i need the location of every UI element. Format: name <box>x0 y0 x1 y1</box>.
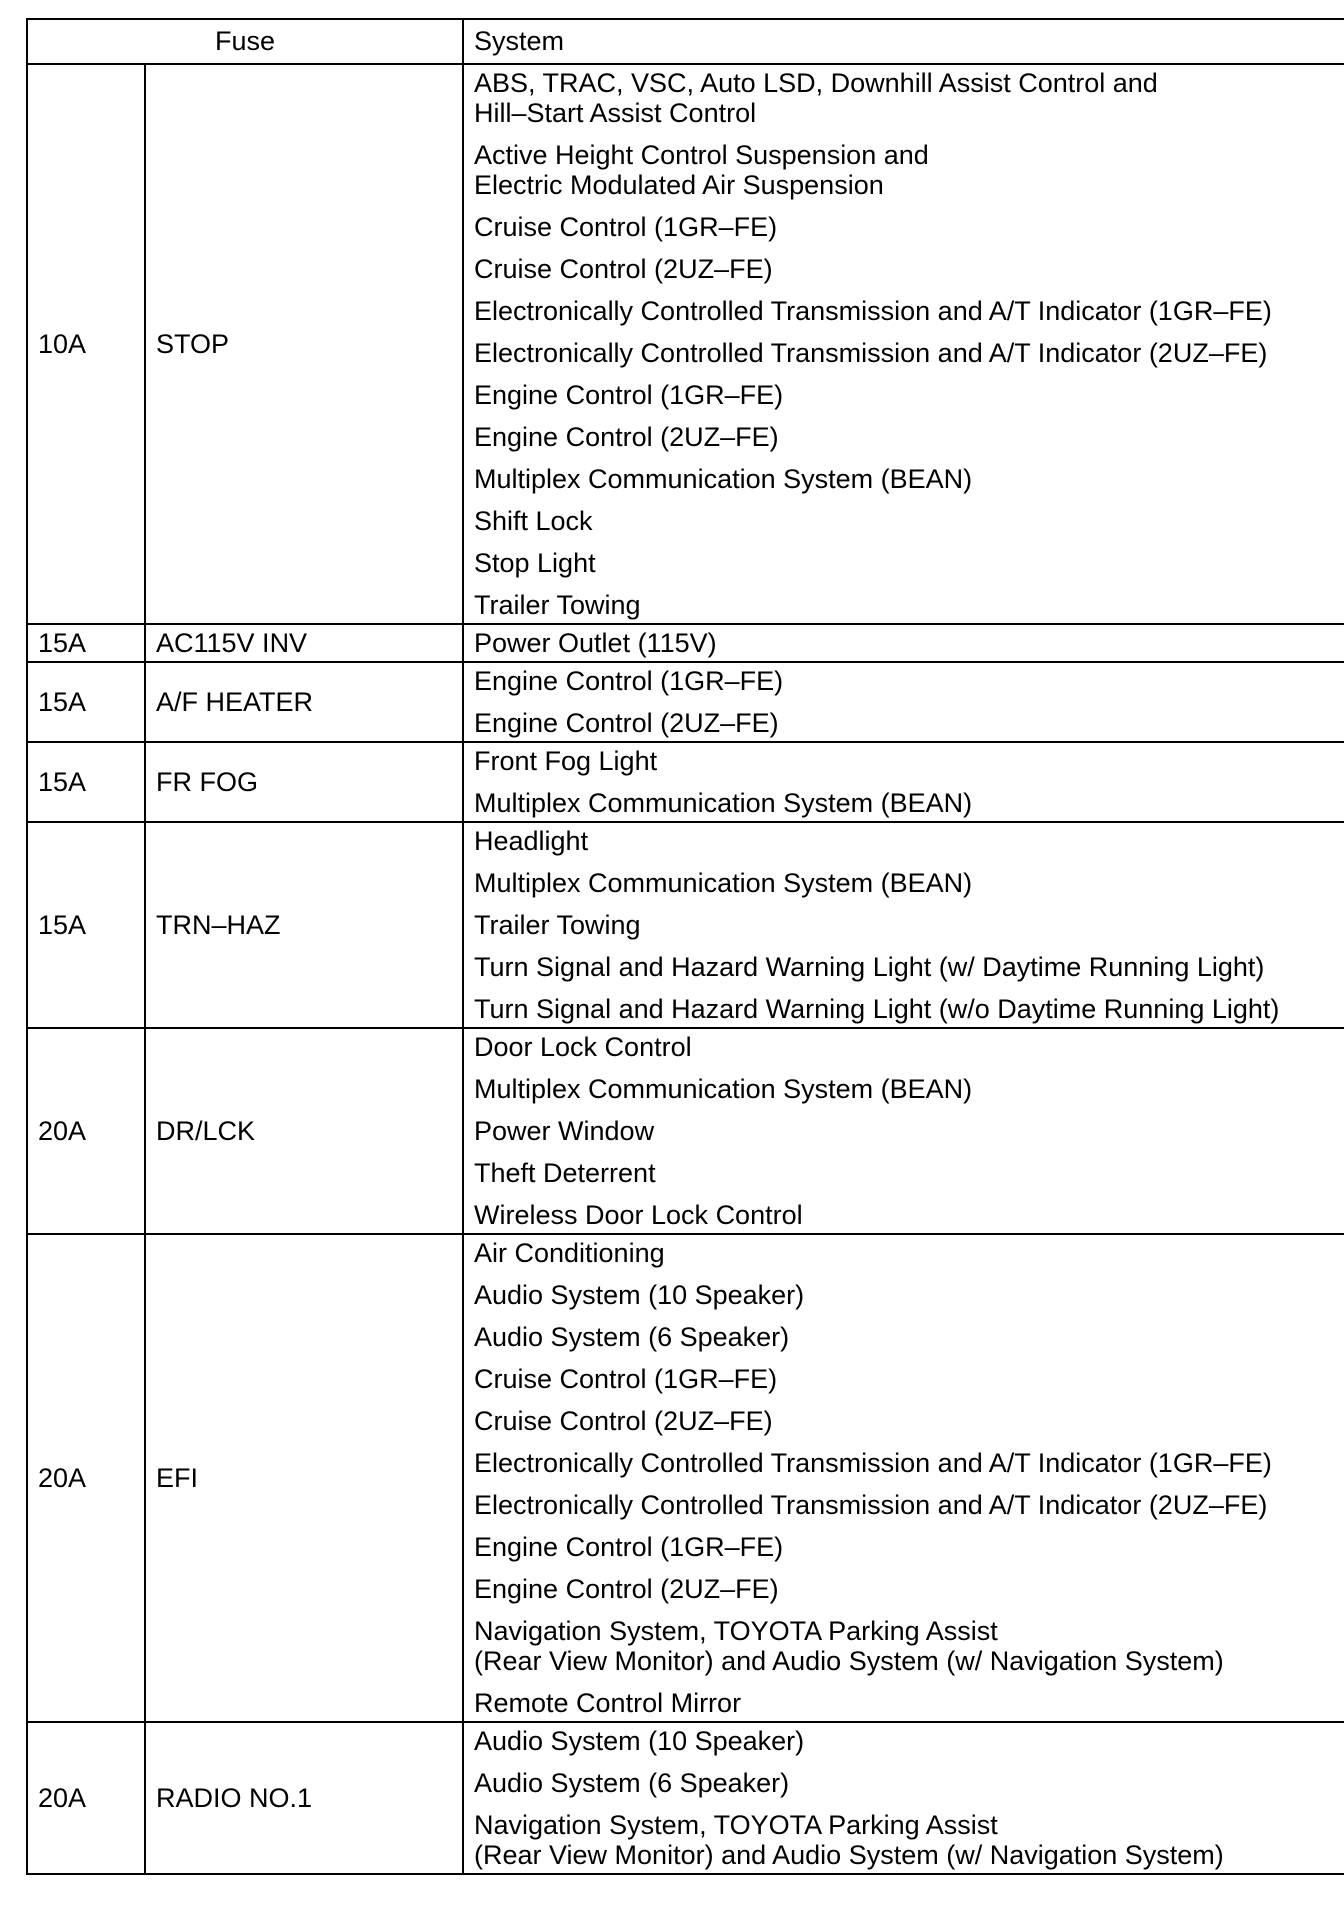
fuse-name: RADIO NO.1 <box>145 1722 463 1874</box>
fuse-table <box>26 18 1344 1875</box>
system-item: Theft Deterrent <box>474 1158 656 1188</box>
system-item: Engine Control (2UZ–FE) <box>474 1574 779 1604</box>
fuse-amperage: 15A <box>27 624 145 662</box>
fuse-name: TRN–HAZ <box>145 822 463 1028</box>
fuse-name: DR/LCK <box>145 1028 463 1234</box>
system-item: Navigation System, TOYOTA Parking Assist (Rear View Monitor) and Audio System (w/ Navigation System) <box>474 1616 1224 1676</box>
system-list <box>463 742 1344 822</box>
system-item: Shift Lock <box>474 506 593 536</box>
system-item: Electronically Controlled Transmission and A/T Indicator (1GR–FE) <box>474 296 1272 326</box>
fuse-name: EFI <box>145 1234 463 1722</box>
system-item: Engine Control (2UZ–FE) <box>474 708 779 738</box>
fuse-amperage: 15A <box>27 742 145 822</box>
system-item: Audio System (6 Speaker) <box>474 1322 790 1352</box>
system-item: Multiplex Communication System (BEAN) <box>474 788 973 818</box>
system-item: Power Window <box>474 1116 655 1146</box>
system-item: Turn Signal and Hazard Warning Light (w/o Daytime Running Light) <box>474 994 1280 1024</box>
system-item: Turn Signal and Hazard Warning Light (w/ Daytime Running Light) <box>474 952 1265 982</box>
fuse-row <box>27 1028 1344 1234</box>
fuse-name: STOP <box>145 64 463 624</box>
system-item: Audio System (10 Speaker) <box>474 1280 805 1310</box>
system-list <box>463 822 1344 1028</box>
fuse-row <box>27 822 1344 1028</box>
fuse-name: FR FOG <box>145 742 463 822</box>
fuse-row <box>27 742 1344 822</box>
fuse-amperage: 10A <box>27 64 145 624</box>
system-item: Cruise Control (1GR–FE) <box>474 212 778 242</box>
fuse-amperage: 15A <box>27 662 145 742</box>
fuse-row <box>27 1234 1344 1722</box>
fuse-amperage: 20A <box>27 1234 145 1722</box>
system-list <box>463 1234 1344 1722</box>
system-item: Headlight <box>474 826 589 856</box>
system-list <box>463 1028 1344 1234</box>
system-item: Navigation System, TOYOTA Parking Assist (Rear View Monitor) and Audio System (w/ Navigation System) <box>474 1810 1224 1870</box>
system-item: Cruise Control (2UZ–FE) <box>474 254 773 284</box>
fuse-row <box>27 1722 1344 1874</box>
system-item: Wireless Door Lock Control <box>474 1200 803 1230</box>
system-item: Engine Control (1GR–FE) <box>474 380 784 410</box>
system-item: Stop Light <box>474 548 596 578</box>
system-item: Trailer Towing <box>474 910 641 940</box>
system-list <box>463 64 1344 624</box>
system-item: Multiplex Communication System (BEAN) <box>474 1074 973 1104</box>
system-item: Door Lock Control <box>474 1032 692 1062</box>
fuse-amperage: 20A <box>27 1028 145 1234</box>
fuse-row <box>27 662 1344 742</box>
fuse-name: AC115V INV <box>145 624 463 662</box>
system-list <box>463 662 1344 742</box>
fuse-row <box>27 64 1344 624</box>
system-item: Engine Control (1GR–FE) <box>474 1532 784 1562</box>
system-item: Audio System (6 Speaker) <box>474 1768 790 1798</box>
fuse-amperage: 20A <box>27 1722 145 1874</box>
fuse-column-header: Fuse <box>27 19 463 64</box>
fuse-name: A/F HEATER <box>145 662 463 742</box>
system-item: Multiplex Communication System (BEAN) <box>474 868 973 898</box>
system-item: Electronically Controlled Transmission and A/T Indicator (2UZ–FE) <box>474 338 1268 368</box>
system-list <box>463 1722 1344 1874</box>
system-item: Engine Control (1GR–FE) <box>474 666 784 696</box>
system-list <box>463 624 1344 662</box>
system-item: Active Height Control Suspension and Electric Modulated Air Suspension <box>474 140 929 200</box>
system-item: Remote Control Mirror <box>474 1688 742 1718</box>
system-item: Multiplex Communication System (BEAN) <box>474 464 973 494</box>
system-item: Power Outlet (115V) <box>474 628 717 658</box>
fuse-row <box>27 624 1344 662</box>
system-item: Electronically Controlled Transmission and A/T Indicator (2UZ–FE) <box>474 1490 1268 1520</box>
system-column-header: System <box>463 19 1344 64</box>
system-item: Front Fog Light <box>474 746 658 776</box>
system-item: Electronically Controlled Transmission and A/T Indicator (1GR–FE) <box>474 1448 1272 1478</box>
system-item: Cruise Control (1GR–FE) <box>474 1364 778 1394</box>
header-row <box>27 19 1344 64</box>
system-item: ABS, TRAC, VSC, Auto LSD, Downhill Assist Control and Hill–Start Assist Control <box>474 68 1158 128</box>
system-item: Engine Control (2UZ–FE) <box>474 422 779 452</box>
system-item: Cruise Control (2UZ–FE) <box>474 1406 773 1436</box>
fuse-amperage: 15A <box>27 822 145 1028</box>
system-item: Trailer Towing <box>474 590 641 620</box>
system-item: Air Conditioning <box>474 1238 665 1268</box>
system-item: Audio System (10 Speaker) <box>474 1726 805 1756</box>
